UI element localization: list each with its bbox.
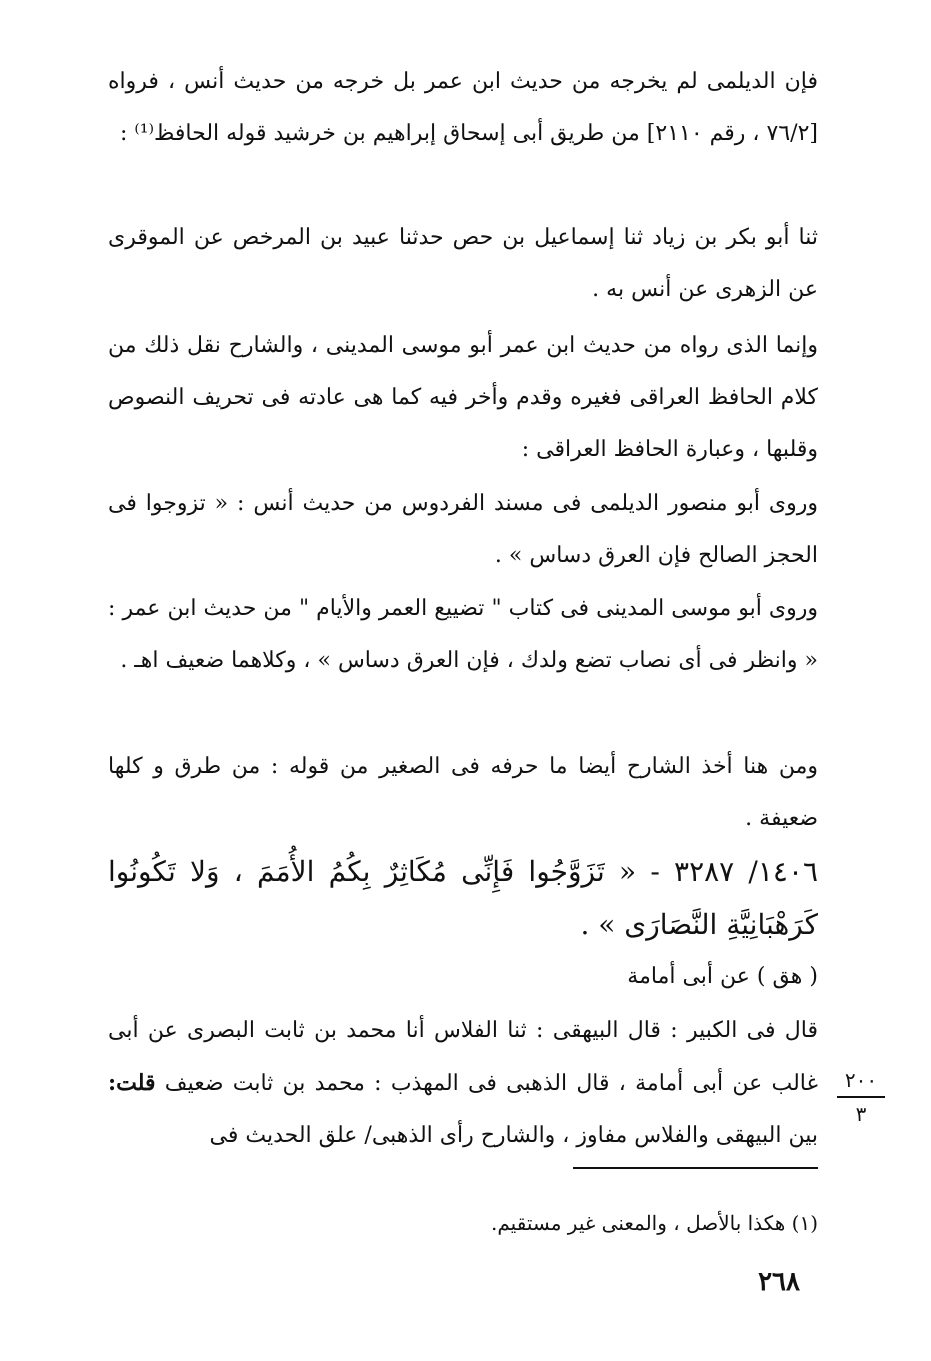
margin-reference-bottom: ٣: [855, 1102, 867, 1126]
commentary-line-2: بين البيهقى والفلاس مفاوز ، والشارح رأى الذهبى/ علق الحديث فى: [209, 1123, 818, 1148]
paragraph-dailami-note: فإن الديلمى لم يخرجه من حديث ابن عمر بل خرجه من حديث أنس ، فرواه [٧٦/٢ ، رقم ٢١١٠] من طريق أبى إسحاق إبراهيم بن خرشيد قوله الحافظ⁽¹⁾ :: [108, 69, 818, 146]
margin-reference: [835, 1068, 887, 1126]
hadith-source: ( هق ) عن أبى أمامة: [627, 964, 818, 989]
commentary-line-1: قال فى الكبير : قال البيهقى : ثنا الفلاس أنا محمد بن ثابت البصرى عن أبى غالب عن أبى أمامة ، قال الذهبى فى المهذب : محمد بن ثابت ضعيف: [108, 1018, 819, 1096]
paragraph-musnad-firdaws: وروى أبو منصور الديلمى فى مسند الفردوس من حديث أنس : « تزوجوا فى الحجز الصالح فإن العرق دساس » .: [108, 491, 818, 568]
commentary-block: [108, 1005, 818, 1162]
paragraph-isnad: ثنا أبو بكر بن زياد ثنا إسماعيل بن حص حدثنا عبيد بن المرخص عن الموقرى عن الزهرى عن أنس به .: [108, 225, 818, 302]
margin-reference-top: ٢٠٠: [844, 1068, 878, 1092]
page-number: ٢٦٨: [758, 1267, 800, 1297]
paragraph-iraqi-criticism: وإنما الذى رواه من حديث ابن عمر أبو موسى المدينى ، والشارح نقل ذلك من كلام الحافظ العراقى فغيره وقدم وأخر فيه كما هى عادته فى تحريف النصوص وقلبها ، وعبارة الحافظ العراقى :: [108, 333, 818, 462]
paragraph-saghir: ومن هنا أخذ الشارح أيضا ما حرفه فى الصغير من قوله : من طرق و كلها ضعيفة .: [108, 754, 818, 831]
qult-label: قلت:: [108, 1070, 156, 1096]
footnote-separator: [573, 1167, 818, 1169]
footnote: (١) هكذا بالأصل ، والمعنى غير مستقيم.: [491, 1211, 818, 1235]
margin-reference-divider: [837, 1096, 885, 1098]
hadith-text: ١٤٠٦/ ٣٢٨٧ - « تَزَوَّجُوا فَإِنِّى مُكَاثِرٌ بِكُمُ الأُمَمَ ، وَلا تَكُونُوا كَرَهْبَانِيَّةِ النَّصَارَى » .: [108, 855, 819, 941]
paragraph-abu-musa: وروى أبو موسى المدينى فى كتاب " تضييع العمر والأيام " من حديث ابن عمر : « وانظر فى أى نصاب تضع ولدك ، فإن العرق دساس » ، وكلاهما ضعيف اهـ .: [108, 596, 818, 673]
